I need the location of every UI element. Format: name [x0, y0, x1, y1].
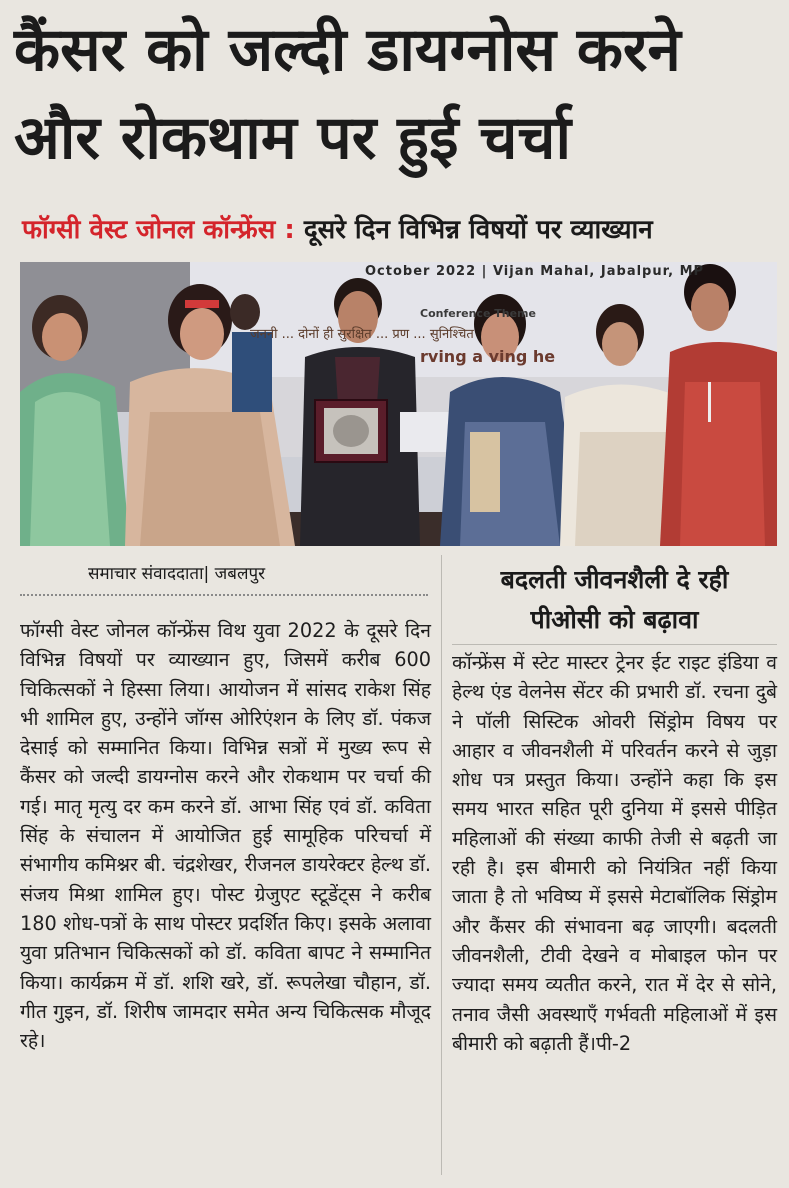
- side-story-body: कॉन्फ्रेंस में स्टेट मास्टर ट्रेनर ईट राइट इंडिया व हेल्थ एंड वेलनेस सेंटर की प्रभारी डॉ. रचना दुबे ने पॉली सिस्टिक ओवरी सिंड्रोम विषय पर आहार व जीवनशैली में परिवर्तन करने से जुड़ा शोध पत्र प्रस्तुत किया। उन्होंने कहा कि इस समय भारत सहित पूरी दुनिया में इससे पीड़ित महिलाओं की संख्या काफी तेजी से बढ़ती जा रही है। इस बीमारी को नियंत्रित नहीं किया जाता है तो भविष्य में इससे मेटाबॉलिक सिंड्रोम और कैंसर की संभावना बढ़ जाएगी। बदलती जीवनशैली, टीवी देखने व मोबाइल फोन पर ज्यादा समय व्यतीत करने, रात में देर से सोने, तनाव जैसी अवस्थाएँ गर्भवती महिलाओं में इस बीमारी को बढ़ाती हैं।पी-2: [452, 651, 777, 1055]
- news-photo: [20, 262, 777, 546]
- byline-divider: [20, 594, 428, 596]
- main-article-body: फॉग्सी वेस्ट जोनल कॉन्फ्रेंस विथ युवा 2022 के दूसरे दिन विभिन्न विषयों पर व्याख्यान हुए, जिसमें करीब 600 चिकित्सकों ने हिस्सा लिया। आयोजन में सांसद राकेश सिंह भी शामिल हुए, उन्होंने जॉग्स ओरिएंशन के लिए डॉ. पंकज देसाई को सम्मानित किया। विभिन्न सत्रों में मुख्य रूप से कैंसर को जल्दी डायग्नोस करने और रोकथाम पर चर्चा की गई। मातृ मृत्यु दर कम करने डॉ. आभा सिंह एवं डॉ. कविता सिंह के संचालन में आयोजित हुई सामूहिक परिचर्चा में संभागीय कमिश्नर बी. चंद्रशेखर, रीजनल डायरेक्टर हेल्थ डॉ. संजय मिश्रा शामिल हुए। पोस्ट ग्रेजुएट स्टूडेंट्स ने करीब 180 शोध-पत्रों के साथ पोस्टर प्रदर्शित किए। इसके अलावा युवा प्रतिभान चिकित्सकों को डॉ. कविता बापट ने सम्मानित किया। कार्यक्रम में डॉ. शशि खरे, डॉ. रूपलेखा चौहान, डॉ. गीत गुइन, डॉ. शिरीष जामदार समेत अन्य चिकित्सक मौजूद रहे।: [20, 619, 431, 1053]
- banner-theme-english: rving a ving he: [420, 347, 556, 366]
- byline: समाचार संवाददाता| जबलपुर: [88, 564, 266, 584]
- side-story-divider: [452, 644, 777, 645]
- banner-theme-hindi: जननी ... दोनों ही सुरक्षित ... प्रण ... सुनिश्चित: [250, 327, 474, 342]
- side-story-headline: [452, 560, 777, 640]
- subhead-separator: :: [284, 215, 295, 245]
- photo-illustration: [20, 262, 777, 546]
- banner-theme-label: Conference Theme: [420, 307, 536, 320]
- headline-line-2: और रोकथाम पर हुई चर्चा: [14, 103, 572, 173]
- headline: [14, 6, 776, 182]
- side-headline-line-2: पीओसी को बढ़ावा: [530, 605, 699, 634]
- subhead-prefix: फॉग्सी वेस्ट जोनल कॉन्फ्रेंस: [22, 215, 276, 245]
- side-headline-line-1: बदलती जीवनशैली दे रही: [500, 565, 729, 594]
- banner-venue-text: October 2022 | Vijan Mahal, Jabalpur, MP: [365, 264, 705, 279]
- headline-line-1: कैंसर को जल्दी डायग्नोस करने: [14, 15, 681, 85]
- subhead-text: दूसरे दिन विभिन्न विषयों पर व्याख्यान: [303, 215, 653, 245]
- subheadline: [22, 212, 782, 248]
- column-divider: [441, 555, 442, 1175]
